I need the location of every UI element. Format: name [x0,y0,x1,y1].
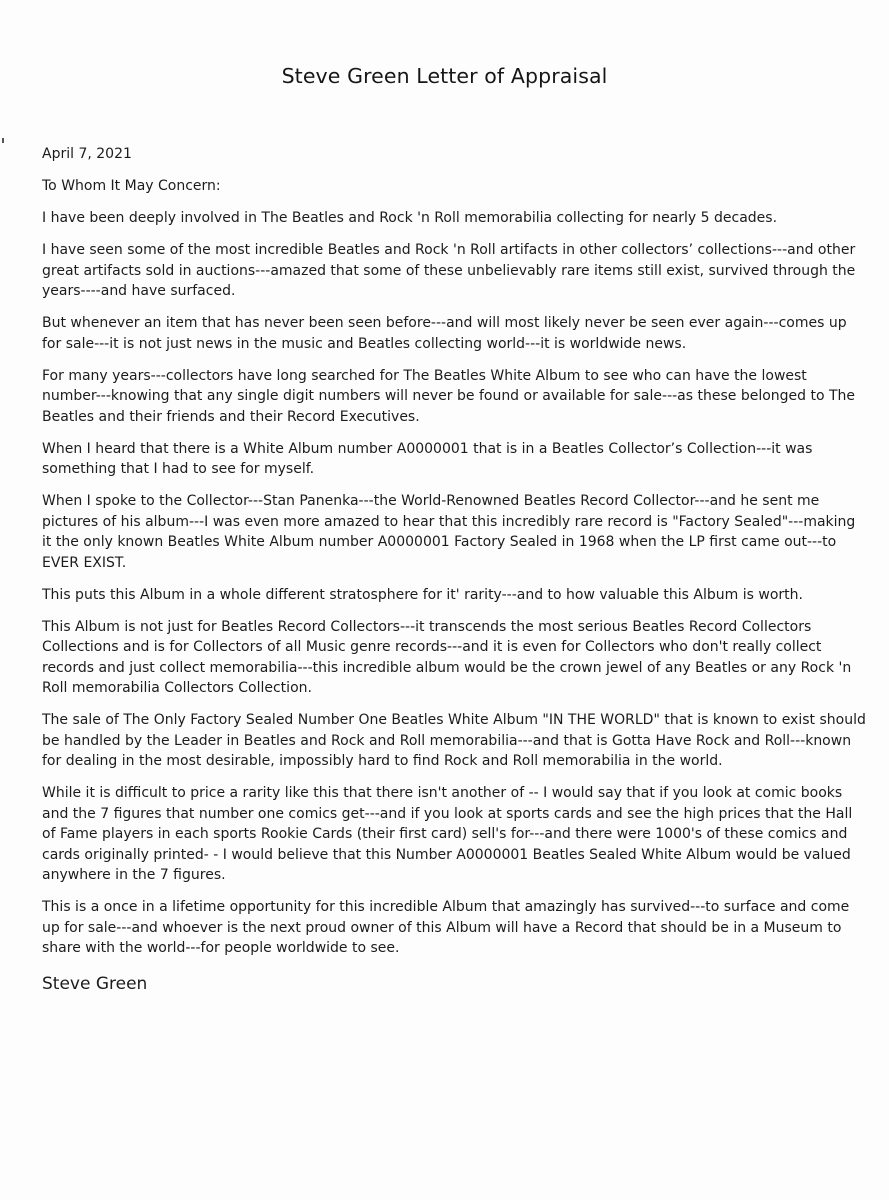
paragraph-9: The sale of The Only Factory Sealed Number One Beatles White Album "IN THE WORLD" that is known to exist should be handled by the Leader in Beatles and Rock and Roll memorabilia---and that is Gotta Have Rock and Roll---known for dealing in the most desirable, impossibly hard to find Rock and Roll memorabilia in the world. [42,712,866,769]
paragraph-1: I have been deeply involved in The Beatles and Rock 'n Roll memorabilia collecting for nearly 5 decades. [42,210,778,226]
paragraph-5: When I heard that there is a White Album number A0000001 that is in a Beatles Collector’s Collection---it was something that I had to see for myself. [42,440,813,477]
paragraph-10: While it is difficult to price a rarity like this that there isn't another of -- I would say that if you look at comic books and the 7 figures that number one comics get---and if you look at sports cards and see the high prices that the Hall of Fame players in each sports Rookie Cards (their first card) sell's for---and there were 1000's of these comics and cards originally printed- - I would believe that this Number A0000001 Beatles Sealed White Album would be valued anywhere in the 7 figures. [42,785,853,883]
scan-edge-mark [2,138,4,143]
letter-date: April 7, 2021 [42,146,132,162]
letter-title: Steve Green Letter of Appraisal [281,64,608,88]
signature: Steve Green [42,973,148,994]
paragraph-4: For many years---collectors have long searched for The Beatles White Album to see who can have the lowest number---knowing that any single digit numbers will never be found or available for sale---as these belonged to The Beatles and their friends and their Record Executives. [42,367,856,425]
paragraph-8: This Album is not just for Beatles Record Collectors---it transcends the most serious Beatles Record Collectors Collections and is for Collectors of all Music genre records---and it is even for Collectors who don't really collect records and just collect memorabilia---this incredible album would be the crown jewel of any Beatles or any Rock 'n Roll memorabilia Collectors Collection. [42,618,852,696]
letter-body [42,144,867,1006]
paragraph-3: But whenever an item that has never been seen before---and will most likely never be seen ever again---comes up for sale---it is not just news in the music and Beatles collecting world---it is worldwide news. [42,315,847,352]
paragraph-11: This is a once in a lifetime opportunity for this incredible Album that amazingly has survived---to surface and come up for sale---and whoever is the next proud owner of this Album will have a Record that should be in a Museum to share with the world---for people worldwide to see. [42,899,850,956]
paragraph-2: I have seen some of the most incredible Beatles and Rock 'n Roll artifacts in other collectors’ collections---and other great artifacts sold in auctions---amazed that some of these unbelievably rare items still exist, survived through the years----and have surfaced. [42,242,856,299]
letter-salutation: To Whom It May Concern: [42,178,221,194]
paragraph-7: This puts this Album in a whole different stratosphere for it' rarity---and to how valuable this Album is worth. [42,586,803,603]
paragraph-6: When I spoke to the Collector---Stan Panenka---the World-Renowned Beatles Record Collector---and he sent me pictures of his album---I was even more amazed to hear that this incredibly rare record is "Factory Sealed"---making it the only known Beatles White Album number A0000001 Factory Sealed in 1968 when the LP first came out---to EVER EXIST. [42,493,856,571]
